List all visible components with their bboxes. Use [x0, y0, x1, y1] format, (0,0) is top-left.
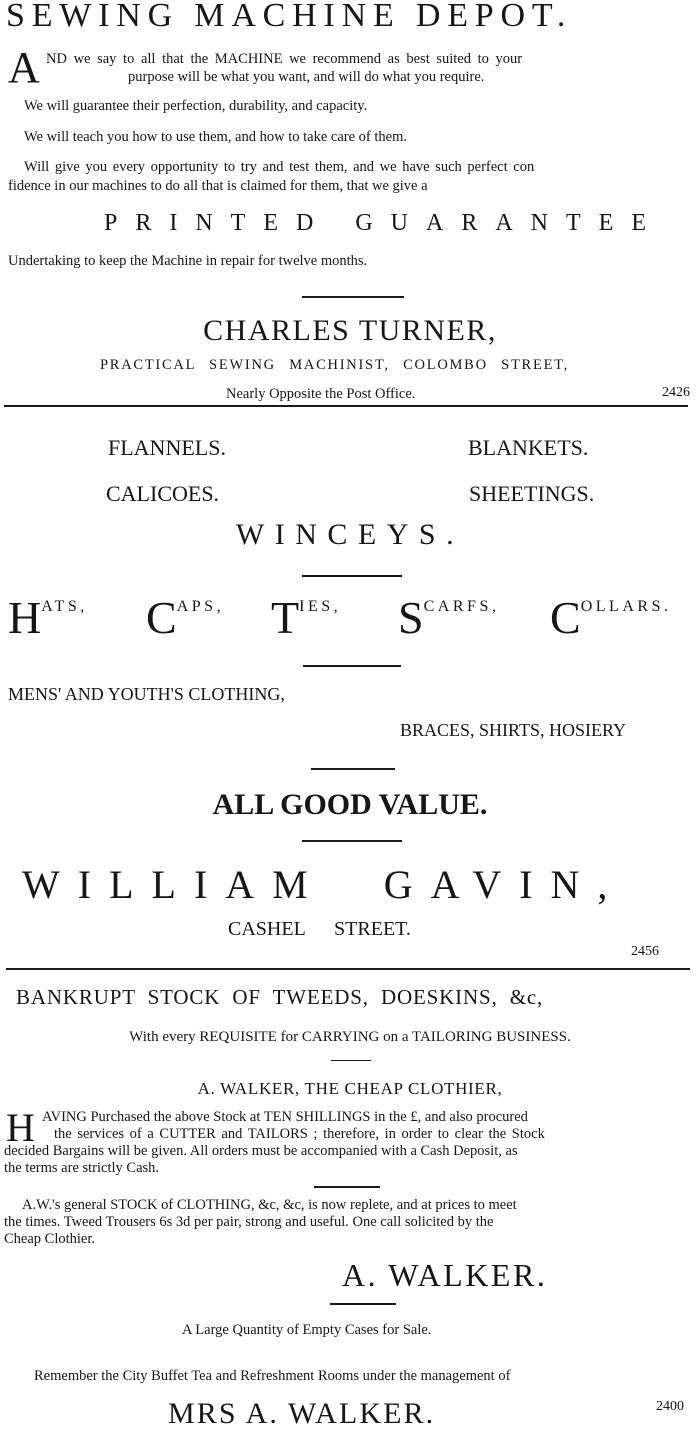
- ad2-item-hats-initial: H: [8, 592, 42, 643]
- ad2-item-collars-initial: C: [550, 592, 581, 643]
- ad3-signature: A. WALKER.: [342, 1257, 548, 1293]
- ad3-divider-3: [330, 1303, 396, 1305]
- ad3-divider-2: [314, 1186, 380, 1188]
- ad1-teach-line: We will teach you how to use them, and how to take care of them.: [24, 129, 407, 145]
- ad2-number: 2456: [631, 944, 659, 959]
- ad1-intro-line-2: purpose will be what you want, and will do what you require.: [128, 69, 485, 85]
- ad3-body-dropcap: H: [6, 1105, 35, 1150]
- ad3-mrs-walker: MRS A. WALKER.: [168, 1397, 436, 1430]
- ad1-name: CHARLES TURNER,: [203, 314, 497, 347]
- ad2-clothing: MENS' AND YOUTH'S CLOTHING,: [8, 684, 285, 704]
- ad2-all-good-value: ALL GOOD VALUE.: [212, 788, 488, 821]
- ad2-end-rule: [6, 968, 690, 970]
- ad2-divider-3: [311, 768, 395, 770]
- ad2-item-collars: [550, 592, 672, 643]
- ad3-stock-line-1: A.W.'s general STOCK of CLOTHING, &c, &c, is now replete, and at prices to meet: [22, 1197, 517, 1213]
- ad3-body-line-1: AVING Purchased the above Stock at TEN SHILLINGS in the £, and also procured: [42, 1109, 528, 1125]
- ad1-location: Nearly Opposite the Post Office.: [226, 386, 416, 402]
- ad1-guarantee-line: We will guarantee their perfection, durability, and capacity.: [24, 98, 368, 114]
- ad3-subhead: With every REQUISITE for CARRYING on a TAILORING BUSINESS.: [129, 1029, 571, 1045]
- ad3-buffet: Remember the City Buffet Tea and Refreshment Rooms under the management of: [34, 1368, 511, 1384]
- ad2-item-caps-initial: C: [146, 592, 177, 643]
- ad2-item-scarfs-initial: S: [398, 592, 424, 643]
- ad2-flannels: FLANNELS.: [108, 435, 226, 460]
- ad3-body-line-3: decided Bargains will be given. All orders must be accompanied with a Cash Deposit, as: [4, 1143, 518, 1159]
- ad2-name: WILLIAM GAVIN,: [22, 862, 626, 907]
- ad2-item-ties-rest: IES,: [299, 598, 342, 615]
- ad1-headline: SEWING MACHINE DEPOT.: [6, 0, 573, 34]
- ad3-number: 2400: [656, 1399, 684, 1414]
- ad3-body-line-4: the terms are strictly Cash.: [4, 1160, 160, 1176]
- ad2-sheetings: SHEETINGS.: [469, 481, 595, 506]
- ad2-item-scarfs: [398, 592, 500, 643]
- ad2-divider-2: [303, 665, 401, 667]
- ad3-divider-1: [331, 1060, 371, 1061]
- ad3-stock-line-3: Cheap Clothier.: [4, 1231, 96, 1247]
- ad2-item-ties: [271, 592, 342, 643]
- ad2-item-hats-rest: ATS,: [41, 598, 88, 615]
- ad2-blankets: BLANKETS.: [468, 435, 589, 460]
- ad2-calicoes: CALICOES.: [106, 481, 220, 506]
- ad2-braces: BRACES, SHIRTS, HOSIERY: [400, 720, 626, 740]
- ad1-trade: PRACTICAL SEWING MACHINIST, COLOMBO STREET,: [100, 357, 570, 373]
- ad2-street: CASHEL STREET.: [228, 918, 411, 940]
- ad1-undertaking: Undertaking to keep the Machine in repair for twelve months.: [8, 253, 368, 269]
- ad2-item-caps: [146, 592, 225, 643]
- ad1-number: 2426: [662, 385, 690, 400]
- ad3-stock-line-2: the times. Tweed Trousers 6s 3d per pair, strong and useful. One call solicited by the: [4, 1214, 494, 1230]
- ad2-item-scarfs-rest: CARFS,: [423, 598, 500, 615]
- ad2-divider-4: [302, 840, 402, 842]
- ad2-divider-1: [302, 575, 402, 577]
- ad1-opportunity-line-1: Will give you every opportunity to try and test them, and we have such perfect con: [24, 159, 535, 175]
- ad2-item-collars-rest: OLLARS.: [580, 598, 672, 615]
- ad2-item-hats: [8, 592, 88, 643]
- ad1-intro-line-1: ND we say to all that the MACHINE we recommend as best suited to your: [46, 51, 523, 67]
- ad1-divider: [302, 296, 404, 298]
- ad2-winceys: WINCEYS.: [235, 518, 465, 551]
- ad2-item-ties-initial: T: [271, 592, 300, 643]
- ad1-intro-dropcap: A: [8, 43, 40, 92]
- ad2-item-caps-rest: APS,: [176, 598, 225, 615]
- ad3-headline: BANKRUPT STOCK OF TWEEDS, DOESKINS, &c,: [16, 985, 544, 1009]
- ad3-cases: A Large Quantity of Empty Cases for Sale.: [182, 1322, 432, 1338]
- ad3-clothier: A. WALKER, THE CHEAP CLOTHIER,: [197, 1079, 503, 1098]
- ad1-end-rule: [4, 405, 688, 407]
- ad1-opportunity-line-2: fidence in our machines to do all that is claimed for them, that we give a: [8, 178, 428, 194]
- ad3-body-line-2: the services of a CUTTER and TAILORS ; therefore, in order to clear the Stock: [54, 1126, 545, 1142]
- ad1-printed-guarantee: PRINTED GUARANTEE: [104, 210, 664, 236]
